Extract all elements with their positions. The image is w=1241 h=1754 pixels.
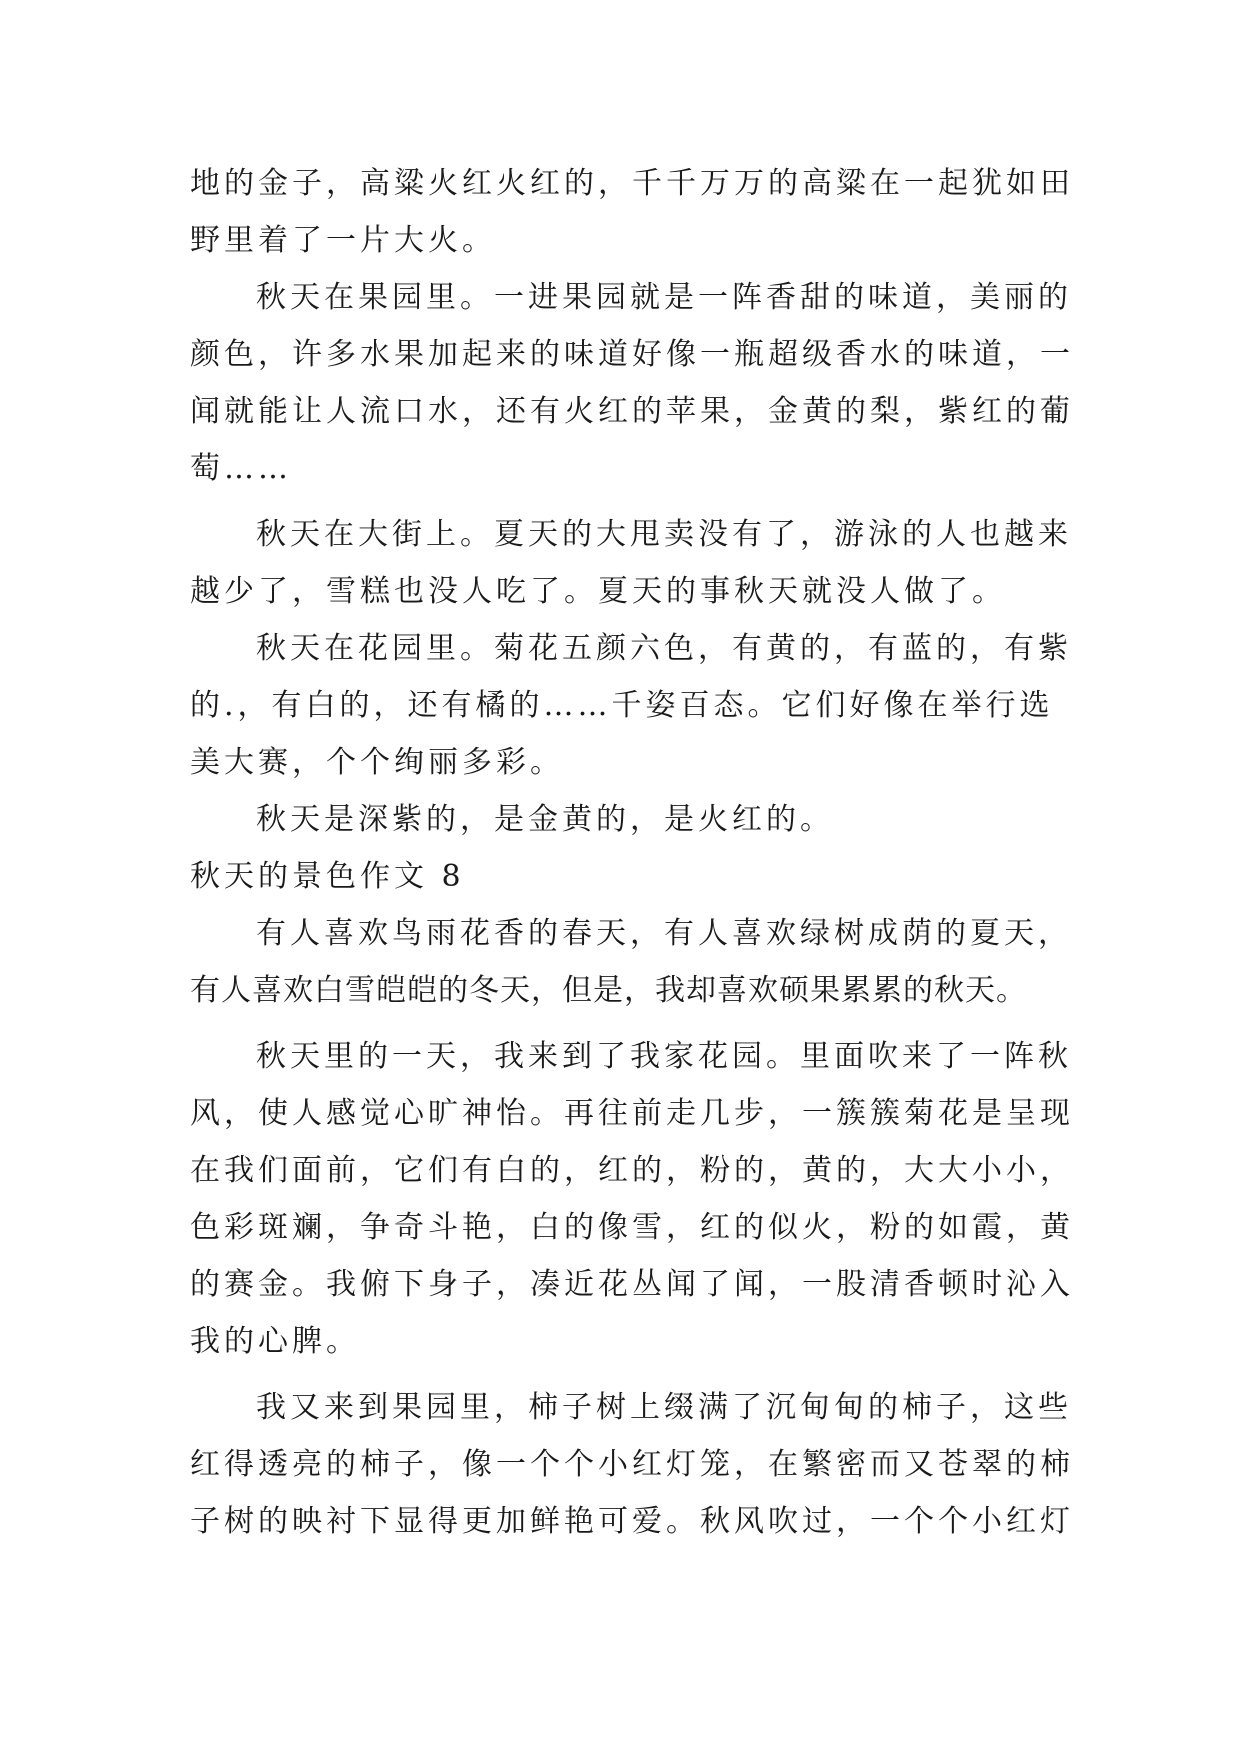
text-line: 美大赛，个个绚丽多彩。 — [190, 745, 564, 780]
text-line: 有人喜欢鸟雨花香的春天，有人喜欢绿树成荫的夏天， — [256, 916, 1072, 951]
text-line: 我又来到果园里，柿子树上缀满了沉甸甸的柿子，这些 — [256, 1390, 1072, 1425]
text-line: 的.，有白的，还有橘的……千姿百态。它们好像在举行选 — [190, 688, 1054, 723]
text-line: 闻就能让人流口水，还有火红的苹果，金黄的梨，紫红的葡 — [190, 394, 1074, 429]
text-line: 秋天在花园里。菊花五颜六色，有黄的，有蓝的，有紫 — [256, 631, 1072, 666]
text-line: 的赛金。我俯下身子，凑近花丛闻了闻，一股清香顿时沁入 — [190, 1267, 1074, 1302]
text-line: 有人喜欢白雪皑皑的冬天，但是，我却喜欢硕果累累的秋天。 — [190, 973, 1027, 1008]
text-line: 在我们面前，它们有白的，红的，粉的，黄的，大大小小， — [190, 1153, 1074, 1188]
text-line: 我的心脾。 — [190, 1324, 360, 1359]
text-line: 萄…… — [190, 451, 292, 486]
text-line: 秋天是深紫的，是金黄的，是火红的。 — [256, 802, 834, 837]
text-line: 越少了，雪糕也没人吃了。夏天的事秋天就没人做了。 — [190, 574, 1006, 609]
text-line: 颜色，许多水果加起来的味道好像一瓶超级香水的味道，一 — [190, 337, 1074, 372]
text-line: 秋天在果园里。一进果园就是一阵香甜的味道，美丽的 — [256, 280, 1072, 315]
text-line: 秋天在大街上。夏天的大甩卖没有了，游泳的人也越来 — [256, 517, 1072, 552]
text-line: 地的金子，高粱火红火红的，千千万万的高粱在一起犹如田 — [190, 166, 1074, 201]
text-line: 秋天里的一天，我来到了我家花园。里面吹来了一阵秋 — [256, 1039, 1072, 1074]
text-line: 野里着了一片大火。 — [190, 223, 496, 258]
text-line: 色彩斑斓，争奇斗艳，白的像雪，红的似火，粉的如霞，黄 — [190, 1210, 1074, 1245]
text-line: 子树的映衬下显得更加鲜艳可爱。秋风吹过，一个个小红灯 — [190, 1504, 1074, 1539]
text-line: 红得透亮的柿子，像一个个小红灯笼，在繁密而又苍翠的柿 — [190, 1447, 1074, 1482]
section-heading: 秋天的景色作文 8 — [190, 859, 465, 894]
text-line: 风，使人感觉心旷神怡。再往前走几步，一簇簇菊花是呈现 — [190, 1096, 1074, 1131]
